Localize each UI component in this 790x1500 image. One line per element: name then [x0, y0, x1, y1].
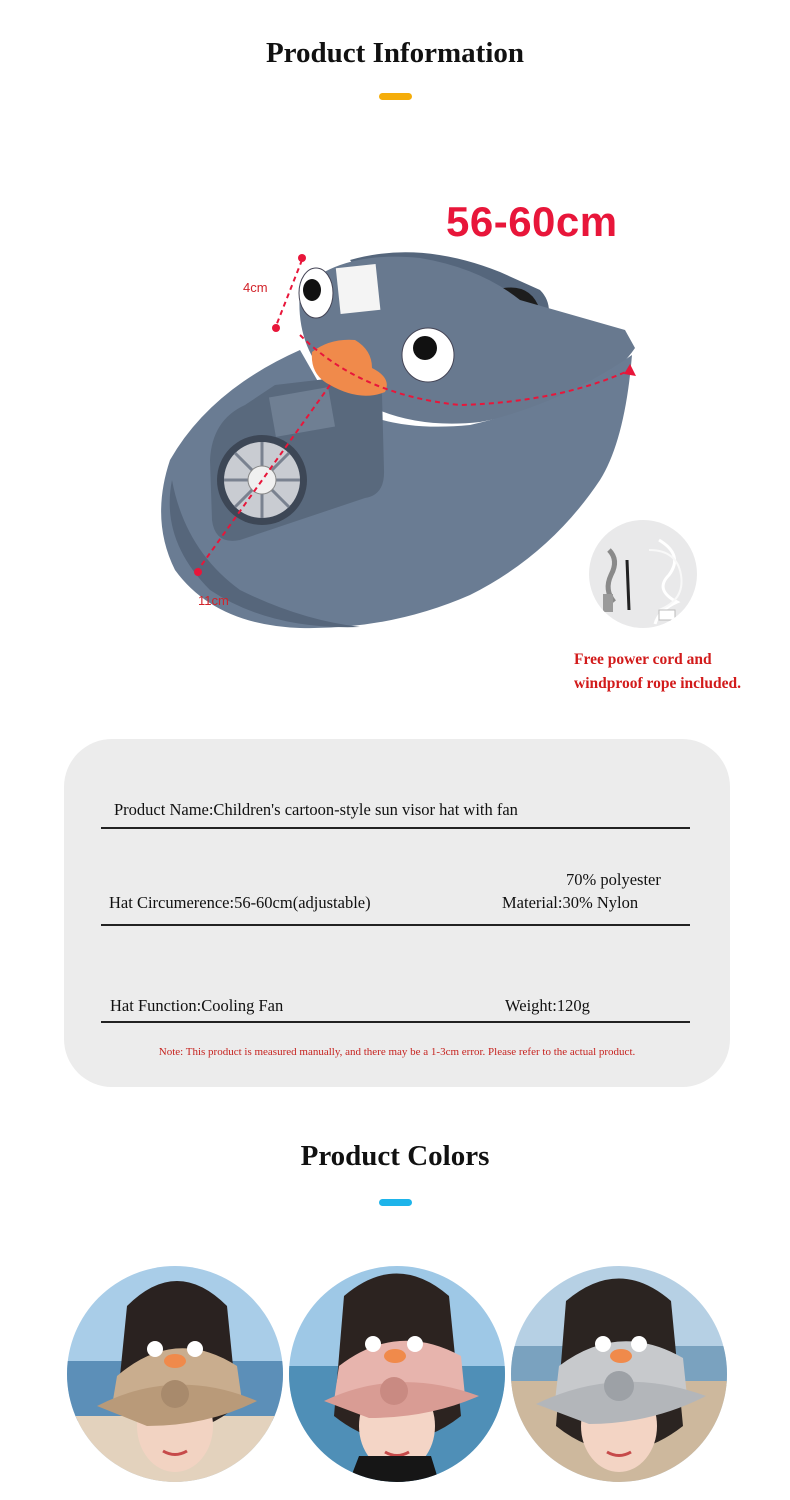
section-title-product-information: Product Information [265, 37, 525, 69]
visor-hat-icon [0, 180, 790, 720]
spec-material-line-2: Material:30% Nylon [502, 893, 639, 912]
child-grey-visor-icon [511, 1266, 727, 1482]
spec-divider [101, 924, 690, 926]
accessory-image [589, 520, 697, 628]
usb-cable-icon [589, 520, 697, 628]
hero-hat-image [0, 180, 790, 720]
spec-product-name: Product Name:Children's cartoon-style sun visor hat with fan [114, 800, 518, 819]
child-pink-visor-icon [289, 1266, 505, 1482]
colors-accent-bar [379, 1199, 412, 1206]
color-swatch-khaki[interactable] [67, 1266, 283, 1482]
measurement-note: Note: This product is measured manually, and there may be a 1-3cm error. Please refer to the actual product. [158, 1046, 636, 1058]
spec-function: Hat Function:Cooling Fan [110, 996, 284, 1015]
brim-depth-label: 11cm [198, 593, 229, 608]
accessory-note [574, 648, 784, 696]
spec-divider [101, 827, 690, 829]
spec-divider [101, 1021, 690, 1023]
section-title-product-colors: Product Colors [300, 1140, 490, 1172]
spec-card [64, 739, 730, 1087]
title-accent-bar [379, 93, 412, 100]
spec-weight: Weight:120g [505, 996, 590, 1015]
accessory-note-line-2: windproof rope included. [574, 675, 741, 692]
brim-height-label: 4cm [243, 280, 268, 295]
circumference-label: 56-60cm [446, 198, 618, 245]
child-khaki-visor-icon [67, 1266, 283, 1482]
spec-circumference: Hat Circumerence:56-60cm(adjustable) [109, 893, 371, 912]
color-swatch-pink[interactable] [289, 1266, 505, 1482]
spec-material-line-1: 70% polyester [566, 870, 661, 889]
color-swatch-grey[interactable] [511, 1266, 727, 1482]
accessory-note-line-1: Free power cord and [574, 651, 712, 668]
